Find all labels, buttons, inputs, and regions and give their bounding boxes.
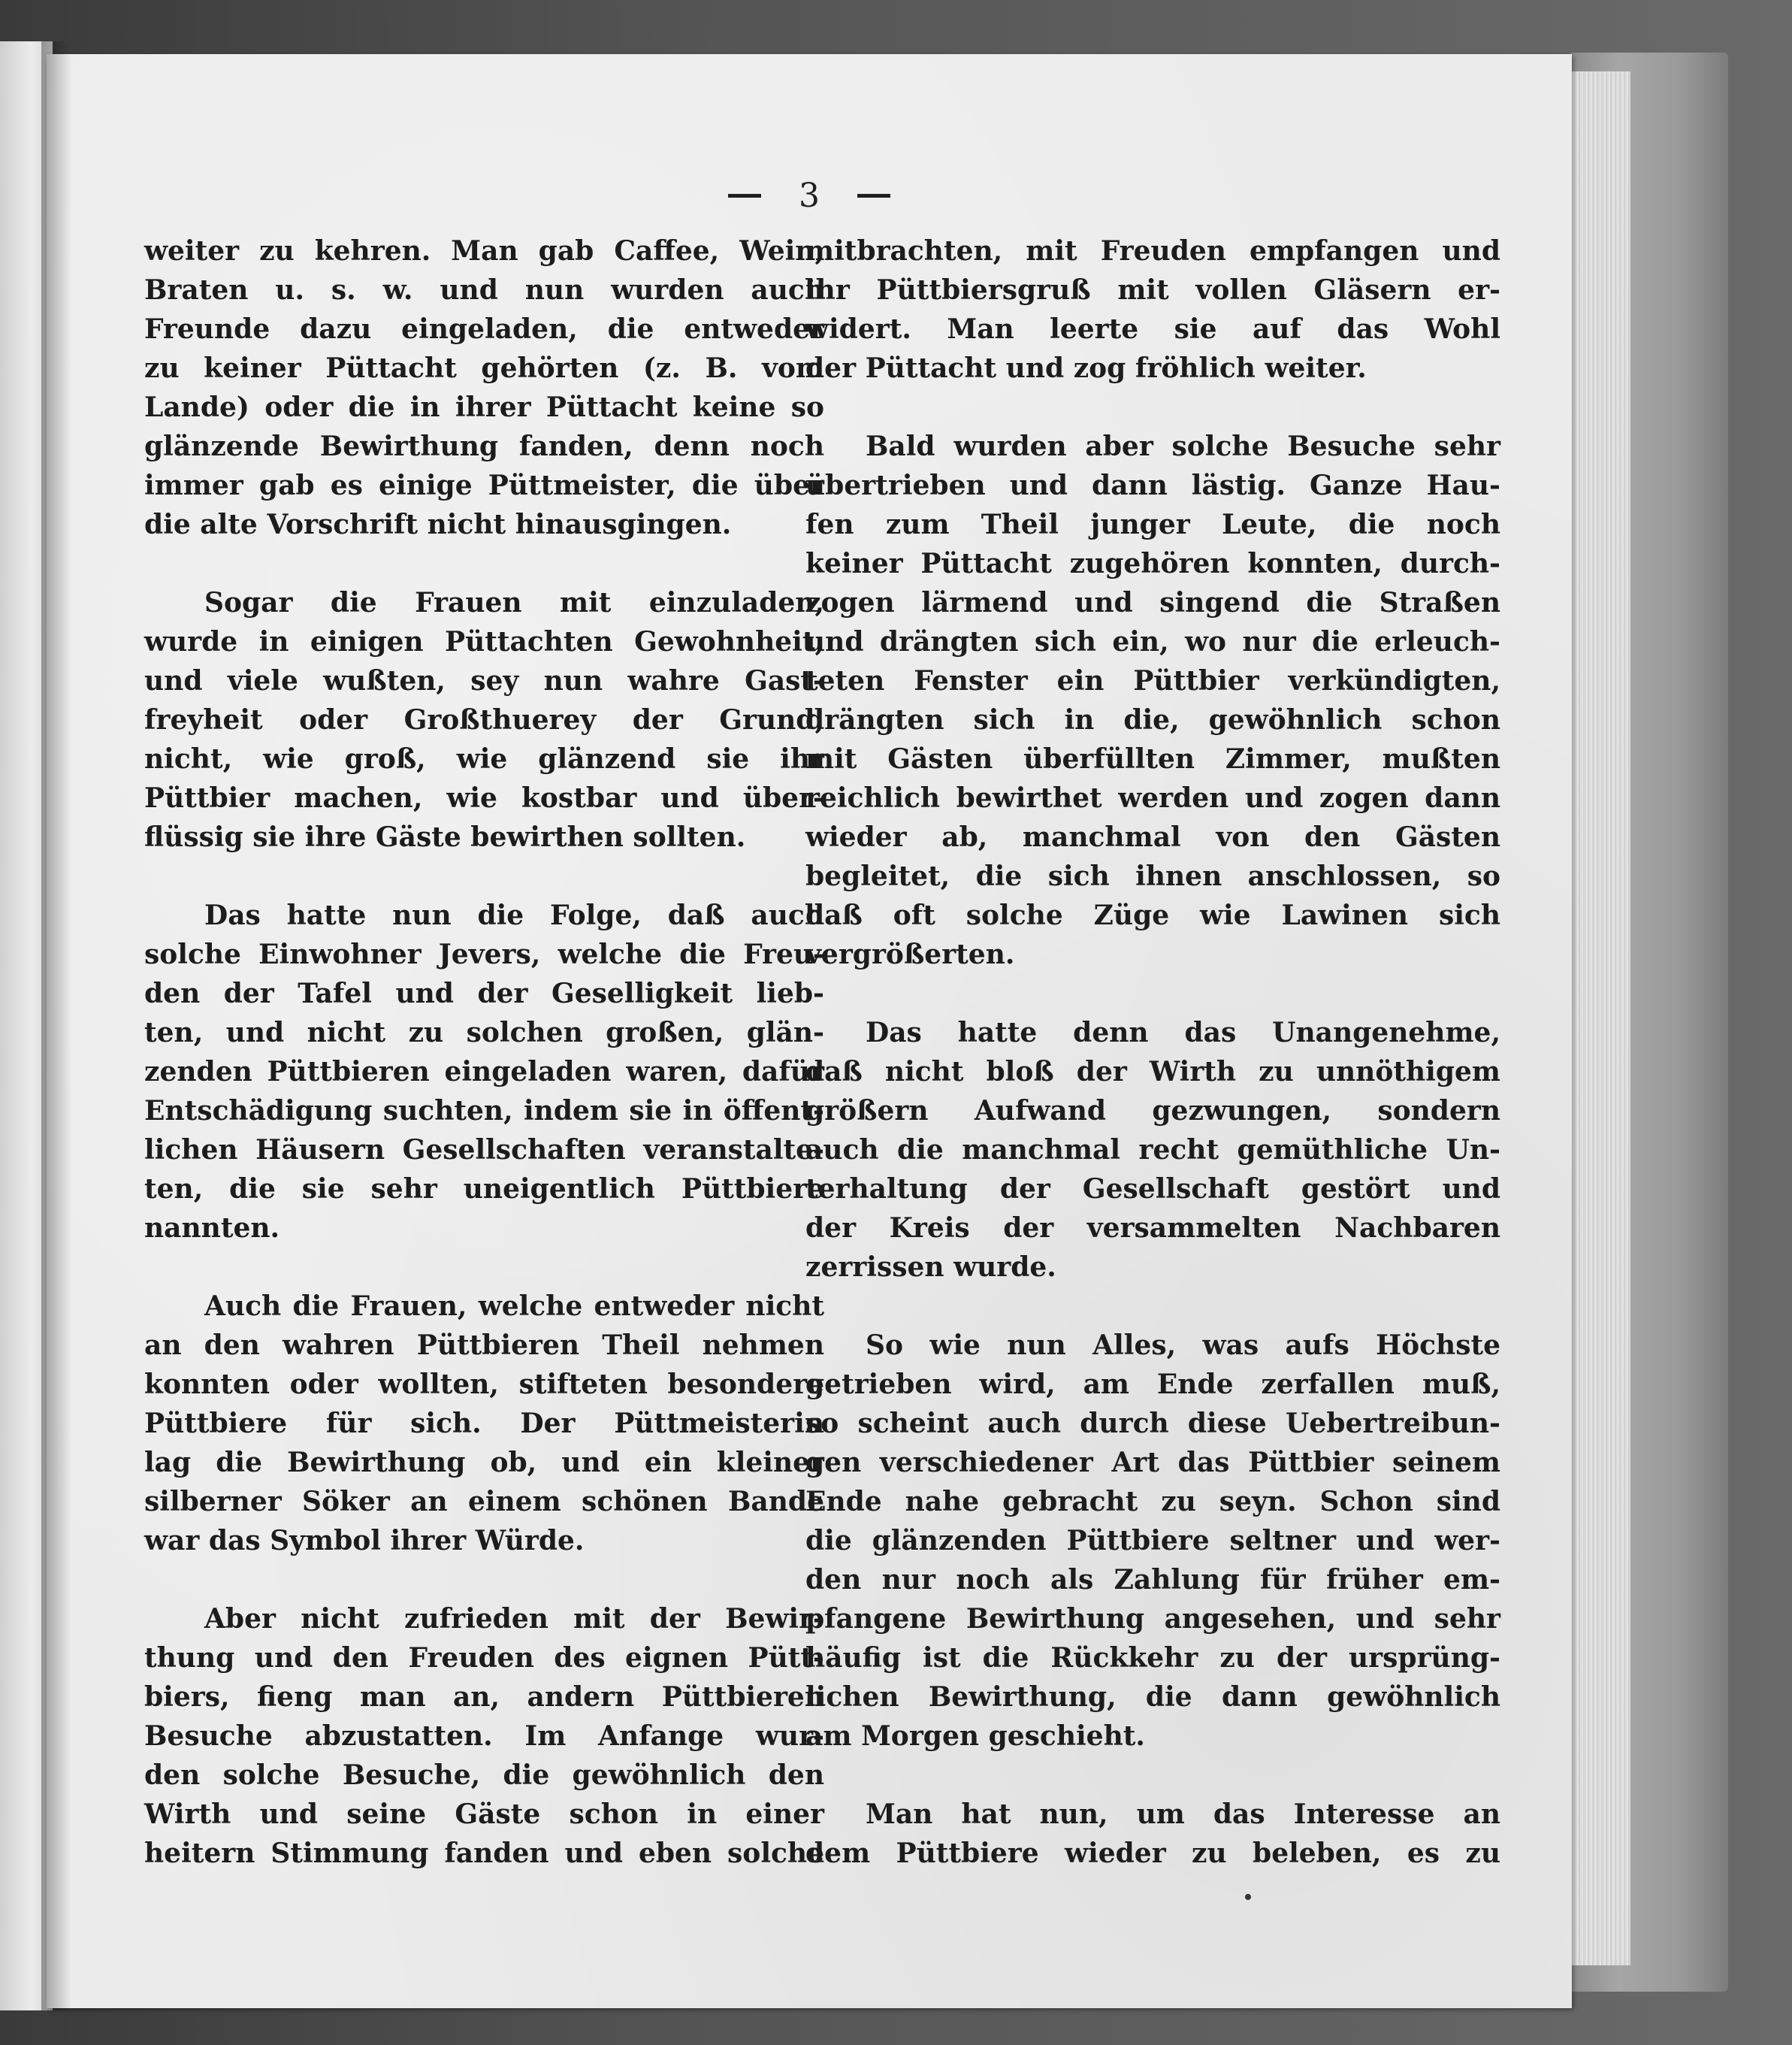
text-line: immer gab es einige Püttmeister, die über <box>144 470 824 501</box>
text-line: Ende nahe gebracht zu seyn. Schon sind <box>805 1486 1500 1517</box>
paragraph <box>144 896 824 1248</box>
paragraph <box>805 1013 1500 1287</box>
text-line: biers, fieng man an, andern Püttbieren <box>144 1681 824 1713</box>
ink-speck <box>1245 1894 1251 1900</box>
text-line: mitbrachten, mit Freuden empfangen und <box>805 235 1500 267</box>
text-line: flüssig sie ihre Gäste bewirthen sollten. <box>144 821 746 853</box>
text-line: begleitet, die sich ihnen anschlossen, so <box>805 861 1500 892</box>
paragraph-gap <box>805 1756 1500 1795</box>
text-line: so scheint auch durch diese Uebertreibun- <box>805 1408 1500 1439</box>
text-line: teten Fenster ein Püttbier verkündigten, <box>805 665 1500 697</box>
text-line: mit Gästen überfüllten Zimmer, mußten <box>805 743 1500 775</box>
paragraph <box>144 583 824 857</box>
text-line: Das hatte nun die Folge, daß auch <box>204 900 824 931</box>
text-line: lichen Bewirthung, die dann gewöhnlich <box>805 1681 1500 1713</box>
text-line: solche Einwohner Jevers, welche die Freu- <box>144 939 824 970</box>
text-line: Wirth und seine Gäste schon in einer <box>144 1798 824 1830</box>
gutter-shadow <box>41 41 71 2010</box>
text-line: getrieben wird, am Ende zerfallen muß, <box>805 1369 1500 1400</box>
paragraph <box>144 1599 824 1873</box>
text-line: und drängten sich ein, wo nur die erleuch- <box>805 626 1500 658</box>
text-line: wieder ab, manchmal von den Gästen <box>805 821 1500 853</box>
header-dash-right <box>857 194 890 198</box>
paragraph <box>805 1795 1500 1873</box>
text-line: Auch die Frauen, welche entweder nicht <box>204 1290 824 1322</box>
text-line: Das hatte denn das Unangenehme, <box>866 1017 1500 1048</box>
paragraph <box>144 231 824 544</box>
text-line: Besuche abzustatten. Im Anfange wur- <box>144 1720 824 1752</box>
text-line: nicht, wie groß, wie glänzend sie ihr <box>144 743 824 775</box>
text-line: auch die manchmal recht gemüthliche Un- <box>805 1134 1500 1166</box>
text-line: Freunde dazu eingeladen, die entweder <box>144 313 824 345</box>
text-line: an den wahren Püttbieren Theil nehmen <box>144 1330 824 1361</box>
paragraph <box>805 231 1500 388</box>
text-line: Püttbiere für sich. Der Püttmeisterin <box>144 1408 824 1439</box>
text-line: So wie nun Alles, was aufs Höchste <box>866 1330 1500 1361</box>
text-line: der Püttacht und zog fröhlich weiter. <box>805 352 1367 384</box>
text-line: pfangene Bewirthung angesehen, und sehr <box>805 1603 1500 1635</box>
text-line: Lande) oder die in ihrer Püttacht keine so <box>144 392 824 423</box>
text-line: zu keiner Püttacht gehörten (z. B. vom <box>144 352 824 384</box>
text-line: nannten. <box>144 1212 280 1244</box>
text-line: vergrößerten. <box>805 939 1015 970</box>
text-line: zogen lärmend und singend die Straßen <box>805 587 1500 619</box>
text-line: daß nicht bloß der Wirth zu unnöthigem <box>805 1056 1500 1088</box>
page-header <box>47 174 1572 215</box>
page-number: 3 <box>799 177 820 215</box>
text-line: die glänzenden Püttbiere seltner und wer- <box>805 1525 1500 1556</box>
paragraph-gap <box>144 1560 824 1599</box>
text-line: thung und den Freuden des eignen Pütt- <box>144 1642 824 1674</box>
text-line: Man hat nun, um das Interesse an <box>866 1798 1500 1830</box>
text-line: ihr Püttbiersgruß mit vollen Gläsern er- <box>805 274 1500 306</box>
text-line: übertrieben und dann lästig. Ganze Hau- <box>805 470 1500 501</box>
text-line: silberner Söker an einem schönen Bande <box>144 1486 824 1517</box>
text-line: war das Symbol ihrer Würde. <box>144 1525 585 1556</box>
paragraph-gap <box>144 544 824 583</box>
text-line: reichlich bewirthet werden und zogen dann <box>805 782 1500 814</box>
paragraph-gap <box>805 1287 1500 1326</box>
paragraph <box>805 427 1500 974</box>
text-line: zenden Püttbieren eingeladen waren, dafür <box>144 1056 824 1088</box>
text-line: freyheit oder Großthuerey der Grund, <box>144 704 824 736</box>
text-line: Püttbier machen, wie kostbar und über- <box>144 782 824 814</box>
paragraph-gap <box>144 857 824 896</box>
text-line: und viele wußten, sey nun wahre Gast- <box>144 665 824 697</box>
text-line: ten, und nicht zu solchen großen, glän- <box>144 1017 824 1048</box>
text-line: die alte Vorschrift nicht hinausgingen. <box>144 509 732 540</box>
book-page <box>47 54 1572 2008</box>
header-dash-left <box>728 194 761 198</box>
paragraph <box>805 1326 1500 1756</box>
text-line: Bald wurden aber solche Besuche sehr <box>866 431 1500 462</box>
text-line: ten, die sie sehr uneigentlich Püttbiere <box>144 1173 824 1205</box>
text-line: Aber nicht zufrieden mit der Bewir- <box>204 1603 824 1635</box>
text-line: den der Tafel und der Geselligkeit lieb- <box>144 978 824 1009</box>
text-line: konnten oder wollten, stifteten besondere <box>144 1369 824 1400</box>
text-line: gen verschiedener Art das Püttbier seinem <box>805 1447 1500 1478</box>
text-line: am Morgen geschieht. <box>805 1720 1145 1752</box>
text-line: glänzende Bewirthung fanden, denn noch <box>144 431 824 462</box>
text-line: Entschädigung suchten, indem sie in öffent- <box>144 1095 824 1127</box>
text-line: lag die Bewirthung ob, und ein kleiner <box>144 1447 824 1478</box>
text-line: heitern Stimmung fanden und eben solche <box>144 1838 824 1869</box>
text-line: dem Püttbiere wieder zu beleben, es zu <box>805 1838 1500 1869</box>
text-line: Braten u. s. w. und nun wurden auch <box>144 274 824 306</box>
text-line: häufig ist die Rückkehr zu der ursprüng- <box>805 1642 1500 1674</box>
text-line: keiner Püttacht zugehören konnten, durch- <box>805 548 1500 579</box>
text-line: größern Aufwand gezwungen, sondern <box>805 1095 1500 1127</box>
text-line: den solche Besuche, die gewöhnlich den <box>144 1759 824 1791</box>
text-line: fen zum Theil junger Leute, die noch <box>805 509 1500 540</box>
right-text-column <box>805 231 1500 1873</box>
page-stack-edges <box>1563 71 1630 1965</box>
text-line: der Kreis der versammelten Nachbaren <box>805 1212 1500 1244</box>
text-line: zerrissen wurde. <box>805 1251 1056 1283</box>
text-line: den nur noch als Zahlung für früher em- <box>805 1564 1500 1596</box>
paragraph-gap <box>144 1248 824 1287</box>
paragraph-gap <box>805 388 1500 427</box>
text-line: Sogar die Frauen mit einzuladen, <box>204 587 824 619</box>
paragraph-gap <box>805 974 1500 1013</box>
text-line: widert. Man leerte sie auf das Wohl <box>805 313 1500 345</box>
paragraph <box>144 1287 824 1560</box>
text-line: lichen Häusern Gesellschaften veranstalte- <box>144 1134 824 1166</box>
text-line: wurde in einigen Püttachten Gewohnheit, <box>144 626 824 658</box>
left-text-column <box>144 231 824 1873</box>
text-line: drängten sich in die, gewöhnlich schon <box>805 704 1500 736</box>
text-line: terhaltung der Gesellschaft gestört und <box>805 1173 1500 1205</box>
text-line: daß oft solche Züge wie Lawinen sich <box>805 900 1500 931</box>
text-line: weiter zu kehren. Man gab Caffee, Wein, <box>144 235 824 267</box>
